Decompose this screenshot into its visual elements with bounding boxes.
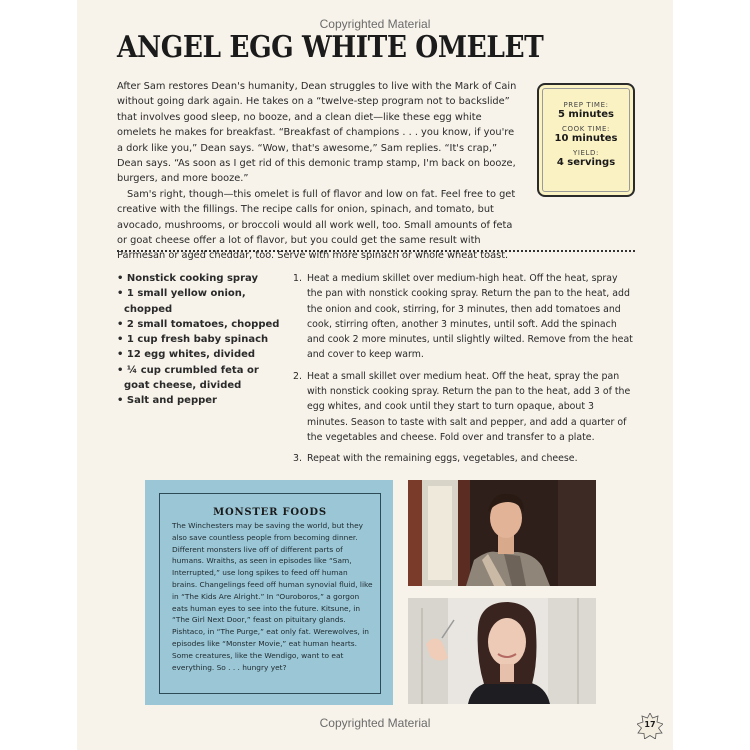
prep-time-label: PREP TIME: — [563, 101, 609, 109]
step-text: Heat a small skillet over medium heat. Off the heat, spray the pan with nonstick cooking spray. Return the pan to the heat, add 3 of the egg whites, and cook until they start to turn opaque, about 3 minutes. Season to taste with salt and pepper, and add a quarter of the vegetables and cheese. Fold over and transfer to a plate. — [307, 370, 631, 443]
step-number: 2. — [293, 370, 302, 382]
recipe-times-box — [537, 83, 635, 197]
sidebar-frame — [159, 493, 381, 694]
photo-woman-illustration — [408, 598, 596, 704]
cook-time-value: 10 minutes — [554, 133, 618, 144]
cook-time-label: COOK TIME: — [562, 125, 610, 133]
yield-label: YIELD: — [572, 149, 599, 157]
sidebar-title: MONSTER FOODS — [213, 507, 327, 518]
step-number: 1. — [293, 273, 302, 284]
prep-time-value: 5 minutes — [557, 109, 615, 120]
step-item — [293, 271, 633, 363]
sidebar-body: The Winchesters may be saving the world, but they also save countless people from becoming dinner. Different monsters live off of different parts of humans. Wraiths, as seen in episodes like “Sam, Interrupted,” use long spikes to feed off human brains. Changelings feed off human synovial fluid, like in “The Kids Are Alright.” In “Ouroboros,” a gorgon eats human eyes to see into the future. Kitsune, in “The Girl Next Door,” feast on pituitary glands. Pishtaco, in “The Purge,” eat only fat. Werewolves, in episodes like “Monster Movie,” eat human hearts. Some creatures, like the Wendigo, want to eat everything. So . . . hungry yet? — [172, 521, 373, 672]
ingredient-item: • 12 egg whites, divided — [117, 349, 256, 361]
intro-paragraph: After Sam restores Dean's humanity, Dean struggles to live with the Mark of Cain without going dark again. He takes on a “twelve-step program not to backslide” that involves good sleep, no booze, and a clean diet—like these egg white omelets he makes for breakfast. “Breakfast of champions . . . you know, if you're a dork like you,” Dean says. “Wow, that's awesome,” Sam replies. “It's crap,” Dean says. “As soon as I get rid of this demonic tramp stamp, I'm back on booze, burgers, and more booze.” — [117, 81, 517, 185]
photo-man-illustration — [408, 480, 596, 586]
ingredient-item: • Salt and pepper — [117, 395, 217, 407]
ingredient-list — [117, 271, 282, 409]
step-text: Repeat with the remaining eggs, vegetables, and cheese. — [307, 453, 578, 465]
monster-foods-sidebar — [145, 480, 393, 705]
page-number: 17 — [644, 720, 656, 729]
step-text: Heat a medium skillet over medium-high heat. Off the heat, spray the pan with nonstick cooking spray. Return the pan to the heat, add the onion and cook, stirring, for 3 minutes, then add tomatoes and cook, stirring often, another 3 minutes, until soft. Add the spinach and cook 2 more minutes, until slightly wilted. Remove from the heat and cover to keep warm. — [307, 273, 633, 361]
method-steps — [293, 271, 633, 473]
step-number: 3. — [293, 453, 302, 465]
step-item — [293, 451, 633, 466]
ingredient-item: • 2 small tomatoes, chopped — [117, 318, 280, 330]
recipe-title: ANGEL EGG WHITE OMELET — [117, 30, 544, 65]
intro-text — [117, 79, 522, 264]
photo-man-in-jacket — [408, 480, 596, 586]
ingredient-item: • 1 cup fresh baby spinach — [117, 334, 269, 346]
ingredient-item: • 1 small yellow onion, chopped — [117, 288, 246, 315]
step-item — [293, 369, 633, 445]
dotted-divider — [117, 250, 635, 252]
ingredient-item: • Nonstick cooking spray — [117, 273, 258, 284]
watermark-top: Copyrighted Material — [319, 17, 431, 31]
ingredient-item: • ¼ cup crumbled feta or goat cheese, divided — [117, 364, 259, 392]
photo-woman-smiling — [408, 598, 596, 704]
intro-paragraph: Sam's right, though—this omelet is full of flavor and low on fat. Feel free to get creative with the fillings. The recipe calls for onion, spinach, and tomato, but avocado, mushrooms, or broccoli would all work well, too. Small amounts of feta or goat cheese offer a lot of flavor, but you could get the same result with Parmesan or aged cheddar, too. Serve with more spinach or whole wheat toast. — [117, 188, 516, 262]
yield-value: 4 servings — [556, 157, 616, 168]
watermark-bottom: Copyrighted Material — [319, 716, 431, 730]
